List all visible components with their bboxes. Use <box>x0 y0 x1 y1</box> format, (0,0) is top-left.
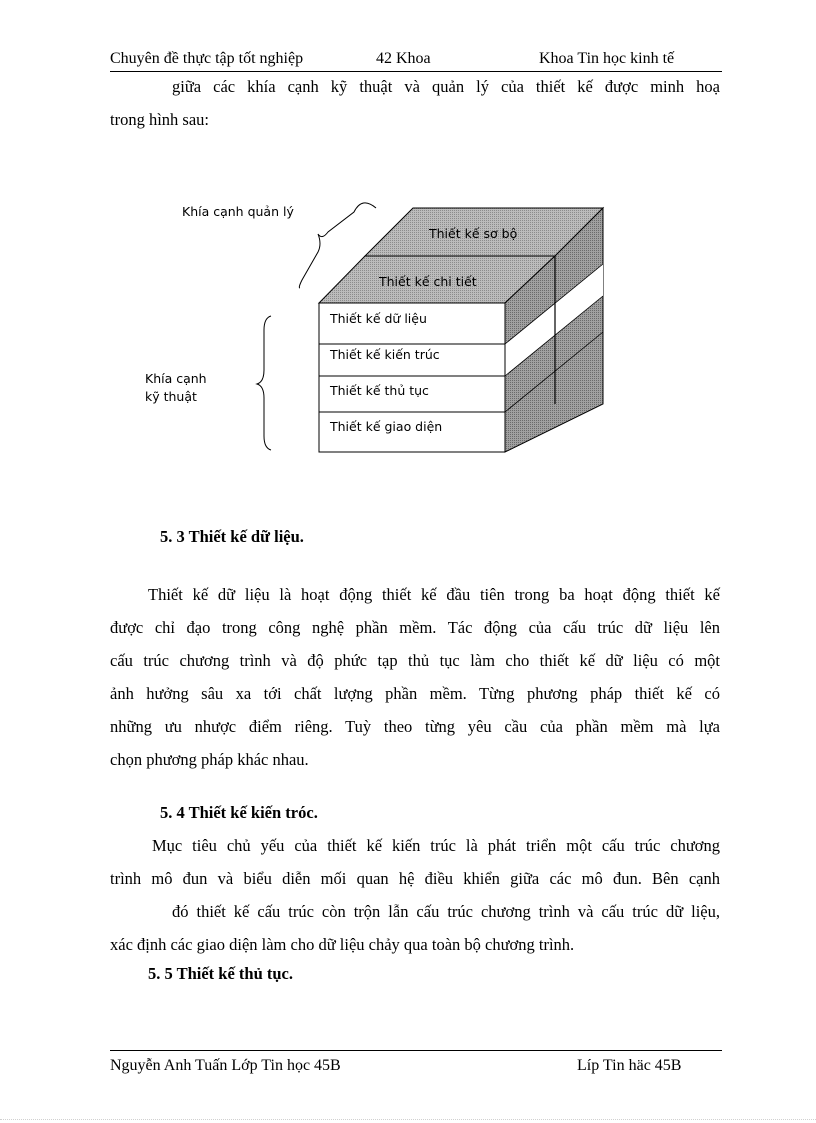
design-cube-diagram <box>0 0 816 520</box>
page-bottom-dotted-line <box>0 1119 816 1120</box>
s53-line-1: Thiết kế dữ liệu là hoạt động thiết kế đầu tiên trong ba hoạt động thiết kế <box>148 585 720 604</box>
header-middle: 42 Khoa <box>376 50 431 67</box>
heading-5-5: 5. 5 Thiết kế thủ tục. <box>148 964 294 983</box>
section-5-3-body <box>110 578 720 776</box>
section-5-4-body <box>110 829 720 961</box>
footer-right: Líp Tin häc 45B <box>577 1057 682 1074</box>
footer-rule <box>110 1050 722 1051</box>
s53-line-3: cấu trúc chương trình và độ phức tạp thủ tục làm cho thiết kế dữ liệu có một <box>110 651 720 670</box>
s53-line-4: ảnh hưởng sâu xa tới chất lượng phần mềm. Từng phương pháp thiết kế có <box>110 684 720 703</box>
s54-line-1: Mục tiêu chủ yếu của thiết kế kiến trúc là phát triển một cấu trúc chương <box>152 836 720 855</box>
row-label-procedure-design: Thiết kế thủ tục <box>330 383 429 398</box>
row-label-data-design: Thiết kế dữ liệu <box>330 311 427 326</box>
s53-line-5: những ưu nhược điểm riêng. Tuỳ theo từng yêu cầu của phần mềm mà lựa <box>110 717 720 736</box>
intro-line-1: giữa các khía cạnh kỹ thuật và quản lý của thiết kế được minh hoạ <box>172 77 720 96</box>
layer-label-preliminary: Thiết kế sơ bộ <box>429 226 518 241</box>
header-left: Chuyên đề thực tập tốt nghiệp <box>110 50 304 67</box>
layer-label-detailed: Thiết kế chi tiết <box>379 274 477 289</box>
heading-5-4: 5. 4 Thiết kế kiến tróc. <box>160 803 318 822</box>
heading-5-3: 5. 3 Thiết kế dữ liệu. <box>160 527 304 546</box>
footer-left: Nguyễn Anh Tuấn Lớp Tin học 45B <box>110 1057 341 1074</box>
s54-line-2: trình mô đun và biểu diễn mối quan hệ điều khiển giữa các mô đun. Bên cạnh <box>110 869 720 888</box>
technical-aspect-label-1: Khía cạnh <box>145 371 207 386</box>
s54-line-4: xác định các giao diện làm cho dữ liệu chảy qua toàn bộ chương trình. <box>110 935 575 954</box>
row-label-interface-design: Thiết kế giao diện <box>330 419 443 434</box>
management-aspect-label: Khía cạnh quản lý <box>182 204 294 219</box>
s54-line-3: đó thiết kế cấu trúc còn trộn lẫn cấu trúc chương trình và cấu trúc dữ liệu, <box>172 902 720 921</box>
technical-brace <box>257 316 271 450</box>
intro-line-2: trong hình sau: <box>110 110 209 129</box>
header-right: Khoa Tin học kinh tế <box>539 50 675 67</box>
technical-aspect-label-2: kỹ thuật <box>145 389 197 404</box>
row-label-architecture-design: Thiết kế kiến trúc <box>330 347 440 362</box>
s53-line-6: chọn phương pháp khác nhau. <box>110 750 309 769</box>
s53-line-2: được chỉ đạo trong công nghệ phần mềm. Tác động của cấu trúc dữ liệu lên <box>110 618 720 637</box>
